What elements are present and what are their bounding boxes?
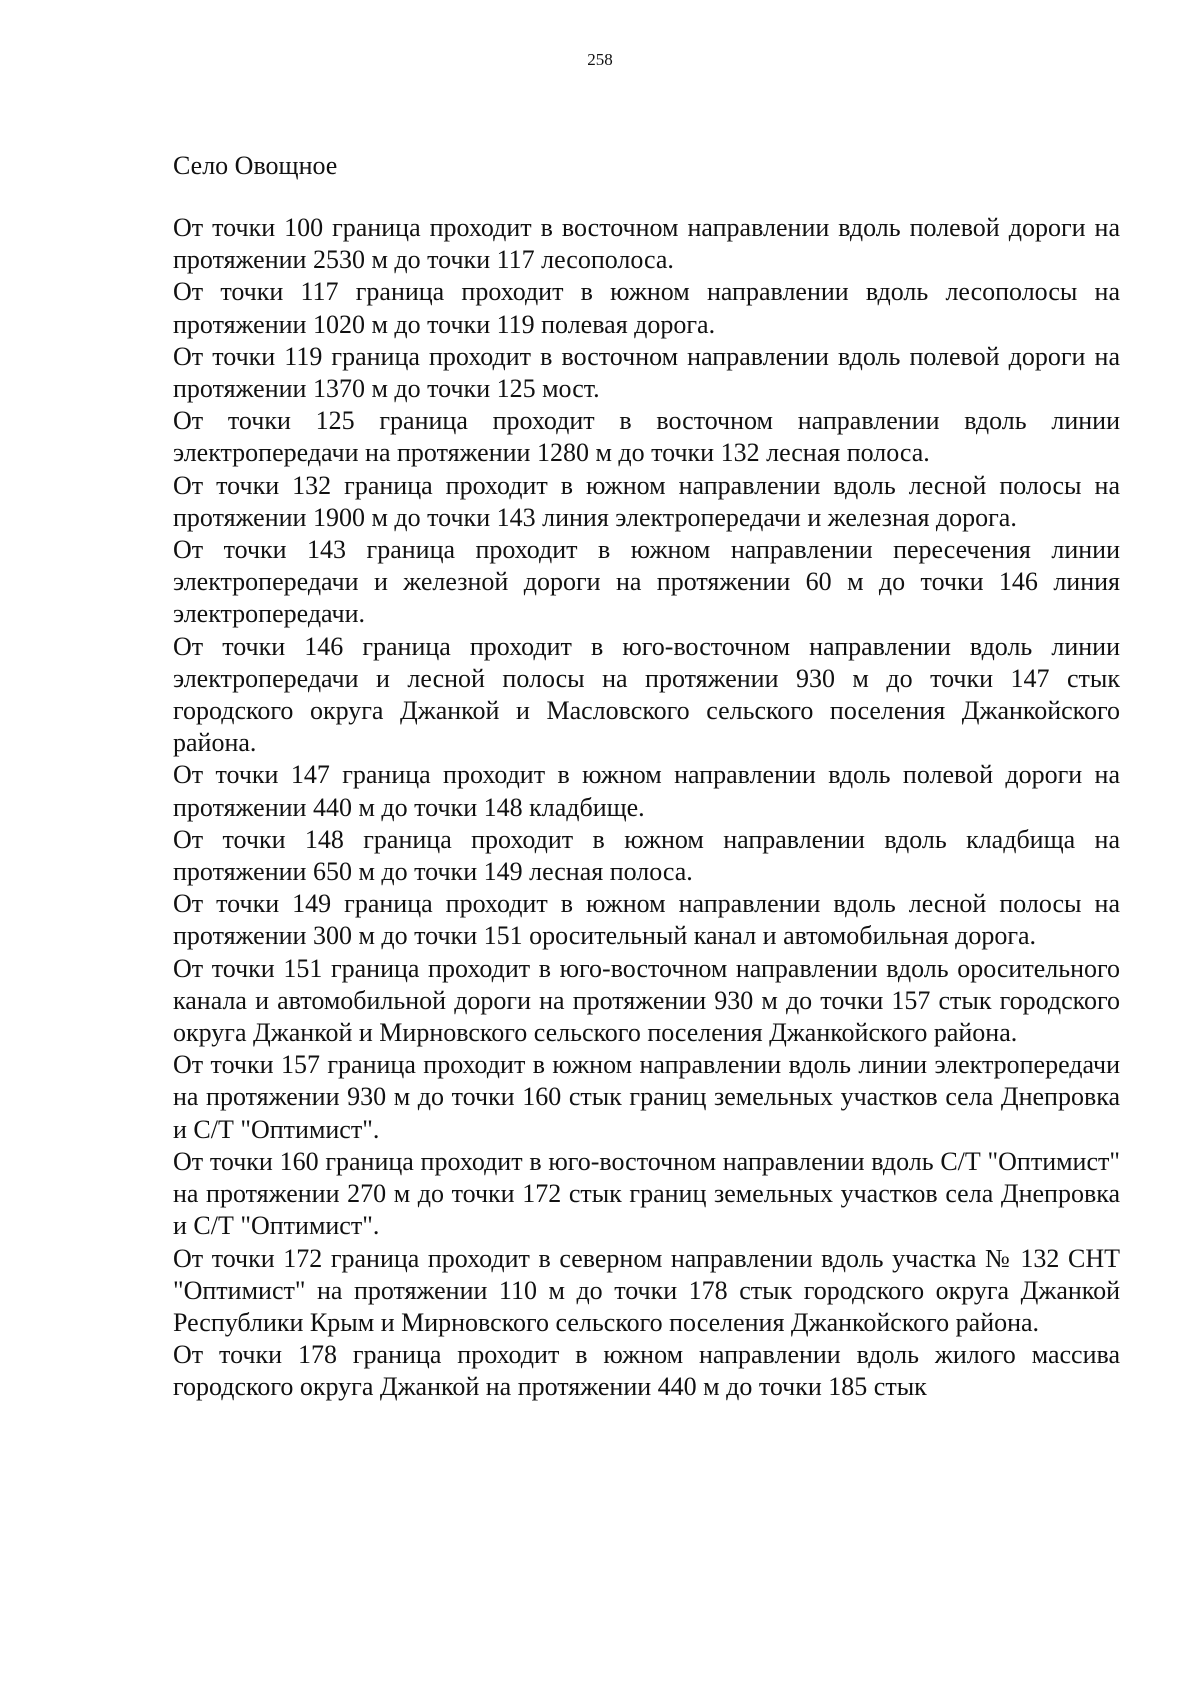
paragraph: От точки 119 граница проходит в восточном направлении вдоль полевой дороги на протяжении 1370 м до точки 125 мост. — [173, 341, 1120, 404]
paragraph: От точки 157 граница проходит в южном направлении вдоль линии электропередачи на протяжении 930 м до точки 160 стык границ земельных участков села Днепровка и С/Т "Оптимист". — [173, 1050, 1120, 1144]
paragraph: От точки 178 граница проходит в южном направлении вдоль жилого массива городского округа Джанкой на протяжении 440 м до точки 185 стык — [173, 1340, 1120, 1402]
section-heading: Село Овощное — [173, 151, 338, 180]
paragraph: От точки 117 граница проходит в южном направлении вдоль лесополосы на протяжении 1020 м до точки 119 полевая дорога. — [173, 277, 1120, 339]
paragraph: От точки 151 граница проходит в юго-восточном направлении вдоль оросительного канала и автомобильной дороги на протяжении 930 м до точки 157 стык городского округа Джанкой и Мирновского сельского поселения Джанкойского района. — [173, 953, 1120, 1048]
paragraph: От точки 143 граница проходит в южном направлении пересечения линии электропередачи и железной дороги на протяжении 60 м до точки 146 линия электропередачи. — [173, 535, 1120, 629]
paragraph: От точки 149 граница проходит в южном направлении вдоль лесной полосы на протяжении 300 м до точки 151 оросительный канал и автомобильная дорога. — [173, 889, 1120, 951]
paragraph: От точки 146 граница проходит в юго-восточном направлении вдоль линии электропередачи и лесной полосы на протяжении 930 м до точки 147 стык городского округа Джанкой и Масловского сельского поселения Джанкойского района. — [173, 631, 1120, 758]
paragraph: От точки 125 граница проходит в восточном направлении вдоль линии электропередачи на протяжении 1280 м до точки 132 лесная полоса. — [173, 406, 1120, 468]
paragraph: От точки 148 граница проходит в южном направлении вдоль кладбища на протяжении 650 м до точки 149 лесная полоса. — [173, 824, 1120, 887]
document-body — [173, 150, 1120, 1404]
paragraph: От точки 160 граница проходит в юго-восточном направлении вдоль С/Т "Оптимист" на протяжении 270 м до точки 172 стык границ земельных участков села Днепровка и С/Т "Оптимист". — [173, 1146, 1120, 1241]
paragraph: От точки 147 граница проходит в южном направлении вдоль полевой дороги на протяжении 440 м до точки 148 кладбище. — [173, 760, 1120, 822]
page-number: 258 — [587, 50, 613, 69]
paragraph: От точки 100 граница проходит в восточном направлении вдоль полевой дороги на протяжении 2530 м до точки 117 лесополоса. — [173, 213, 1120, 275]
paragraph: От точки 132 граница проходит в южном направлении вдоль лесной полосы на протяжении 1900 м до точки 143 линия электропередачи и железная дорога. — [173, 470, 1120, 532]
paragraph: От точки 172 граница проходит в северном направлении вдоль участка № 132 СНТ "Оптимист" на протяжении 110 м до точки 178 стык городского округа Джанкой Республики Крым и Мирновского сельского поселения Джанкойского района. — [173, 1243, 1120, 1337]
